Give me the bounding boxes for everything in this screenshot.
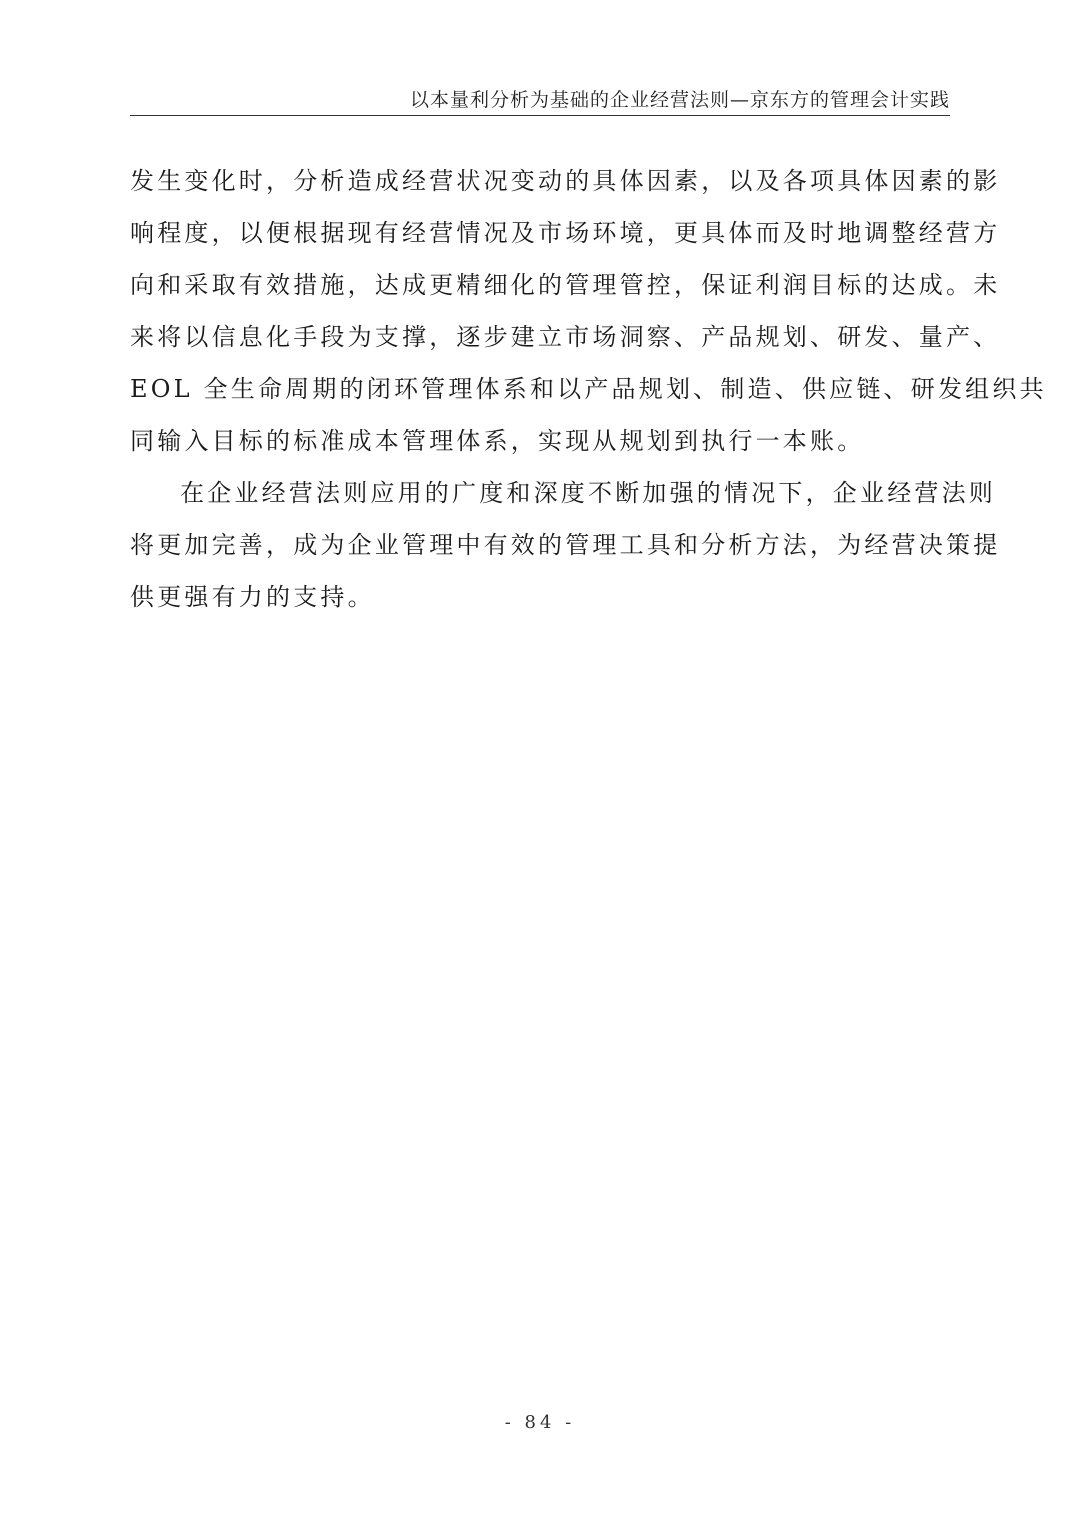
paragraph-1: [130, 155, 1047, 467]
body-text: [130, 155, 1047, 623]
page-number: - 84 -: [504, 1412, 576, 1433]
text-line: 来将以信息化手段为支撑，逐步建立市场洞察、产品规划、研发、量产、: [130, 323, 1001, 351]
running-header: 以本量利分析为基础的企业经营法则—京东方的管理会计实践: [409, 89, 950, 111]
text-line: 发生变化时，分析造成经营状况变动的具体因素，以及各项具体因素的影: [130, 167, 1001, 195]
text-line: 向和采取有效措施，达成更精细化的管理管控，保证利润目标的达成。未: [130, 271, 1001, 299]
text-line: 响程度，以便根据现有经营情况及市场环境，更具体而及时地调整经营方: [130, 219, 1001, 247]
text-line: 同输入目标的标准成本管理体系，实现从规划到执行一本账。: [130, 427, 865, 455]
text-line: 供更强有力的支持。: [130, 583, 375, 611]
text-line: 将更加完善，成为企业管理中有效的管理工具和分析方法，为经营决策提: [130, 531, 1001, 559]
paragraph-2: [130, 467, 1001, 623]
text-line: 在企业经营法则应用的广度和深度不断加强的情况下，企业经营法则: [180, 479, 996, 507]
text-line: EOL 全生命周期的闭环管理体系和以产品规划、制造、供应链、研发组织共: [130, 375, 1047, 403]
header-divider: [130, 115, 950, 116]
